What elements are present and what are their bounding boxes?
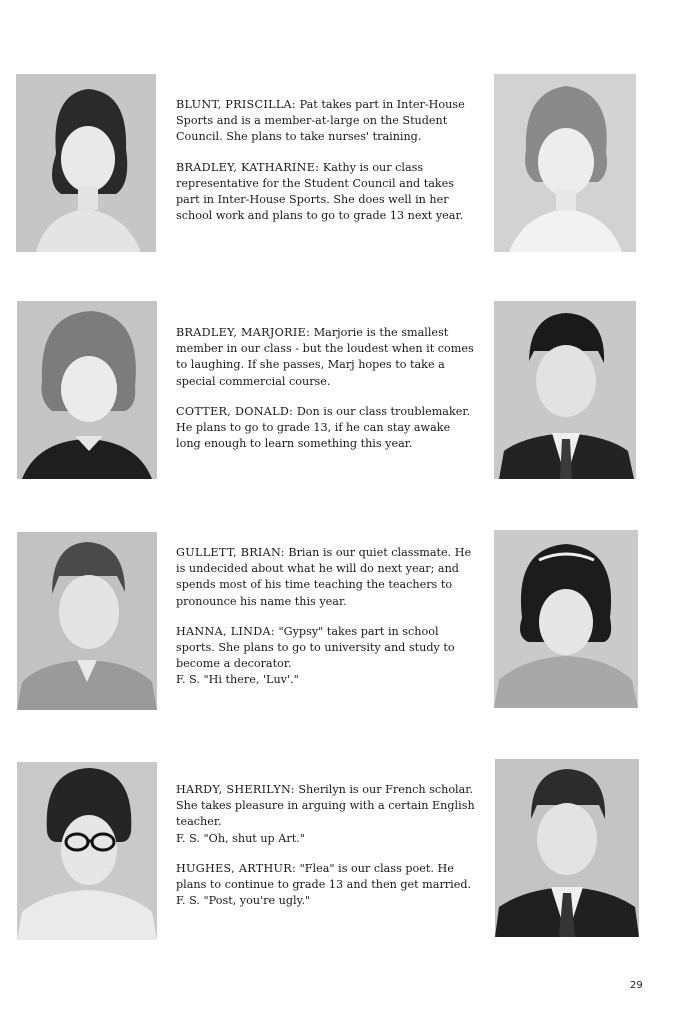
portrait-boy-patterned-shirt [17,532,157,710]
student-name: HANNA, LINDA: [176,624,275,638]
portrait-photo [16,74,156,252]
student-name: BRADLEY, MARJORIE: [176,326,311,339]
student-entry [176,404,476,453]
page-number: 29 [630,980,643,991]
portrait-boy-suit-tie [495,759,639,937]
student-entry [176,861,476,910]
portrait-photo [494,530,638,708]
student-entry [176,160,476,225]
student-entry [176,624,476,689]
favourite-saying: F. S. "Hi there, 'Luv'." [176,673,299,687]
student-description: "Flea" is our class poet. He plans to continue to grade 13 and then get married. [176,861,472,892]
student-name: COTTER, DONALD: [176,404,294,418]
student-description: Pat takes part in Inter-House Sports and is a member-at-large on the Student Council. She plans to take nurses' training. [176,98,465,144]
student-description: Kathy is our class representative for the Student Council and takes part in Inter-House Sports. She does well in her school work and plans to go to grade 13 next year. [176,160,464,223]
portrait-photo [17,532,157,710]
student-description: "Gypsy" takes part in school sports. She plans to go to university and study to become a decorator. [176,624,455,671]
student-description: Marjorie is the smallest member in our class - but the loudest when it comes to laughing. If she passes, Marj hopes to take a special commercial course. [176,326,474,388]
portrait-girl-bouffant [17,301,157,479]
student-entry [176,97,476,146]
student-name: GULLETT, BRIAN: [176,546,285,559]
portrait-boy-suit [494,301,636,479]
student-description: Don is our class troublemaker. He plans to go to grade 13, if he can stay awake long enough to learn something this year. [176,404,471,451]
portrait-photo [494,301,636,479]
portrait-girl-headband [494,530,638,708]
portrait-photo [17,762,157,940]
portrait-girl-glasses [17,762,157,940]
student-entry [176,545,476,610]
portrait-girl-dark-hair [16,74,156,252]
student-entry [176,325,476,390]
student-entry [176,782,476,847]
portrait-photo [495,759,639,937]
student-name: HUGHES, ARTHUR: [176,861,297,875]
favourite-saying: F. S. "Oh, shut up Art." [176,831,305,845]
text-column [176,545,476,703]
favourite-saying: F. S. "Post, you're ugly." [176,894,311,908]
text-column [176,782,476,923]
student-name: BLUNT, PRISCILLA: [176,98,297,111]
student-description: Sherilyn is our French scholar. She takes pleasure in arguing with a certain English teacher. [176,783,475,829]
text-column [176,325,476,466]
portrait-photo [494,74,636,252]
portrait-photo [17,301,157,479]
student-description: Brian is our quiet classmate. He is undecided about what he will do next year; and spends most of his time teaching the teachers to pronounce his name this year. [176,546,472,608]
portrait-girl-light-hair [494,74,636,252]
student-name: BRADLEY, KATHARINE: [176,160,320,174]
text-column [176,97,476,238]
student-name: HARDY, SHERILYN: [176,783,295,796]
